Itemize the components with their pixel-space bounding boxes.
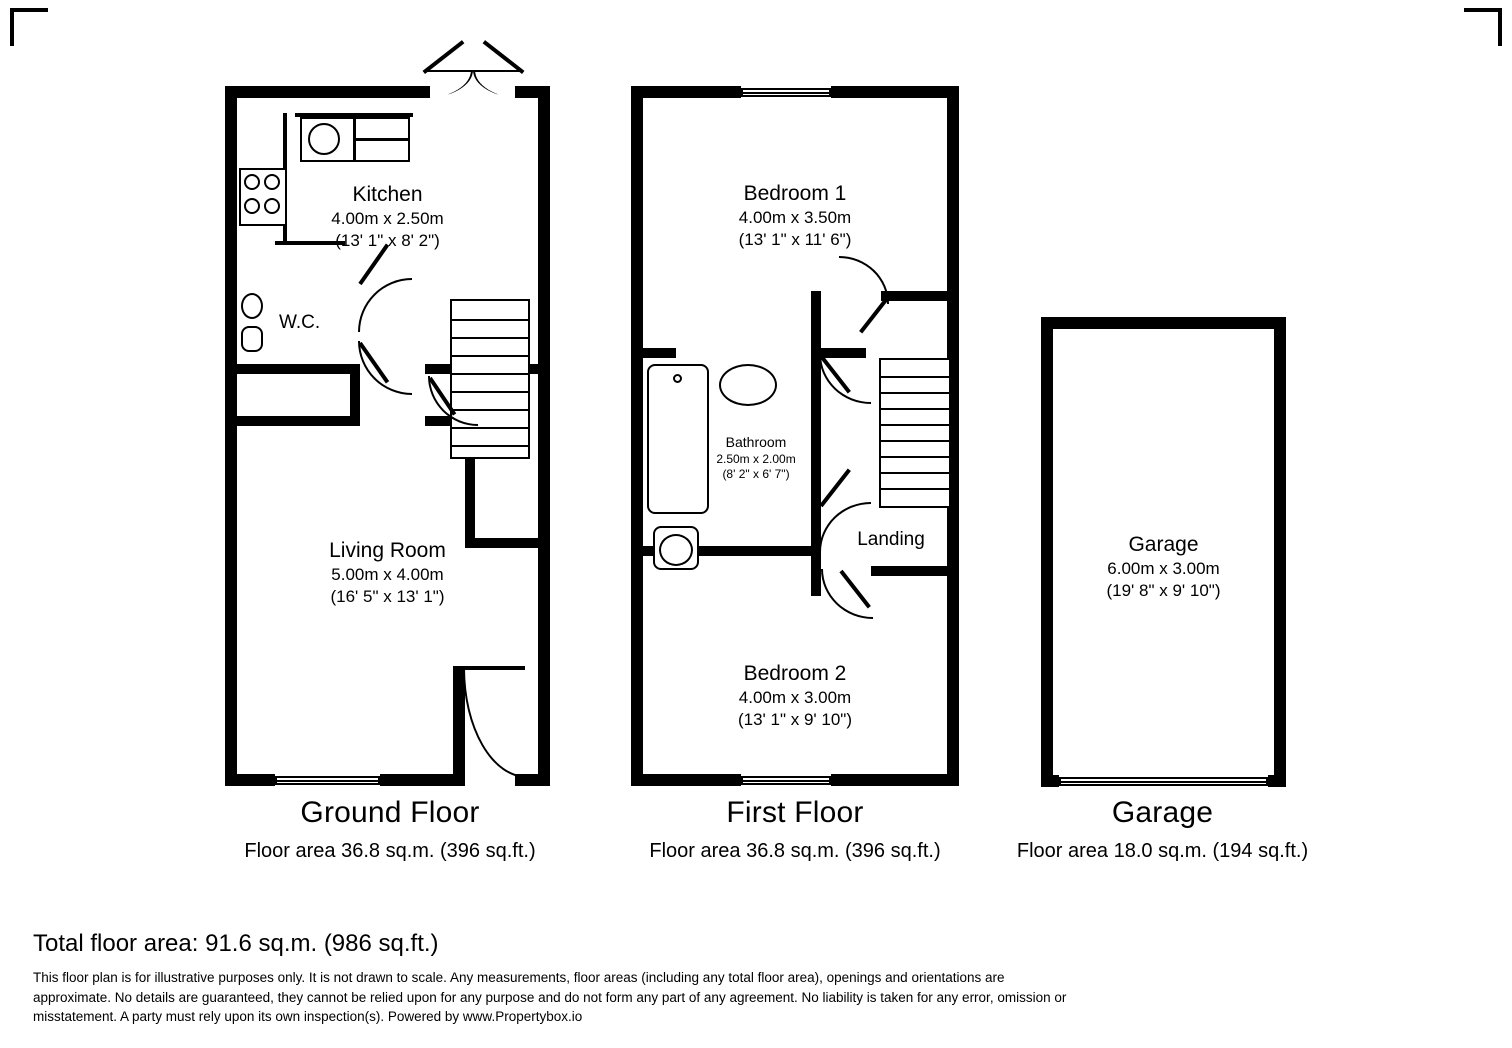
door-bedroom2-swing	[821, 569, 873, 619]
window-bedroom-2	[741, 776, 831, 785]
ground-floor-plan	[225, 86, 550, 786]
total-floor-area: Total floor area: 91.6 sq.m. (986 sq.ft.)	[33, 930, 439, 957]
room-label-bathroom: Bathroom 2.50m x 2.00m (8' 2" x 6' 7")	[716, 434, 796, 481]
door-bedroom1-swing	[839, 256, 889, 304]
garage-caption: Garage Floor area 18.0 sq.m. (194 sq.ft.)	[1016, 796, 1309, 862]
wall-wc-bottom	[225, 416, 355, 426]
crop-mark-top-right	[1464, 8, 1502, 46]
ground-floor-caption: Ground Floor Floor area 36.8 sq.m. (396 sq.ft.)	[244, 796, 536, 862]
room-label-landing: Landing	[857, 529, 925, 550]
first-floor-plan	[631, 86, 959, 786]
wall-top-left	[225, 86, 430, 98]
bath-plug	[673, 374, 682, 383]
bathroom-toilet-bowl	[659, 534, 693, 566]
door-bathroom-swing	[819, 354, 871, 404]
wall-top-left	[631, 86, 741, 98]
room-label-wc: W.C.	[279, 312, 321, 333]
door-kitchen-swing-right	[473, 70, 521, 98]
wall-top	[1041, 317, 1286, 329]
door-kitchen-leaf-right	[483, 40, 525, 74]
wall-bottom-left	[225, 774, 275, 786]
wall-landing-bottom	[811, 546, 821, 596]
wall-top-right	[831, 86, 959, 98]
wall-bedroom1-bottom	[881, 291, 959, 301]
first-floor-caption: First Floor Floor area 36.8 sq.m. (396 sq.ft.)	[649, 796, 941, 862]
wall-hall-1	[225, 364, 355, 374]
kitchen-drainer-line	[356, 138, 408, 141]
wall-hall-4	[425, 416, 450, 426]
garage-plan	[1041, 317, 1286, 787]
wall-landing-top	[811, 291, 821, 356]
room-label-bedroom-2: Bedroom 2 4.00m x 3.00m (13' 1" x 9' 10")	[737, 662, 852, 729]
wall-bottom-mid	[380, 774, 455, 786]
door-kitchen-leaf-left	[423, 40, 465, 74]
door-kitchen-hall-swing	[358, 278, 412, 332]
window-living-room	[275, 776, 380, 785]
bathroom-basin	[719, 364, 777, 406]
wall-bottom-right	[1268, 775, 1286, 787]
staircase-first	[879, 358, 951, 508]
wall-landing-bottom-right	[871, 566, 959, 576]
wall-bathroom-top-left	[631, 348, 676, 358]
wall-stair-side	[465, 458, 475, 548]
disclaimer-text: This floor plan is for illustrative purposes only. It is not drawn to scale. Any measurements, floor areas (including any total floor area), openings and orientations are approximate. No details are guaranteed, they cannot be relied upon for any purpose and do not form any part of any agreement. No liability is taken for any error, omission or misstatement. A party must rely upon its own inspection(s). Powered by www.Propertybox.io	[33, 970, 1067, 1025]
door-kitchen-swing-left	[425, 70, 473, 98]
door-front-swing	[463, 668, 527, 778]
door-hall-swing	[358, 341, 412, 395]
window-bedroom-1	[741, 88, 831, 97]
room-label-living-room: Living Room 5.00m x 4.00m (16' 5" x 13' 1")	[329, 539, 446, 606]
garage-door	[1059, 777, 1268, 786]
crop-mark-top-left	[10, 8, 48, 46]
wall-bottom-right	[831, 774, 959, 786]
wall-bottom-left	[631, 774, 741, 786]
room-label-kitchen: Kitchen 4.00m x 2.50m (13' 1" x 8' 2")	[331, 183, 444, 250]
kitchen-sink-bowl	[308, 123, 340, 155]
wall-bottom-left	[1041, 775, 1059, 787]
room-label-garage: Garage 6.00m x 3.00m (19' 8" x 9' 10")	[1106, 533, 1221, 600]
room-label-bedroom-1: Bedroom 1 4.00m x 3.50m (13' 1" x 11' 6")	[738, 182, 852, 249]
